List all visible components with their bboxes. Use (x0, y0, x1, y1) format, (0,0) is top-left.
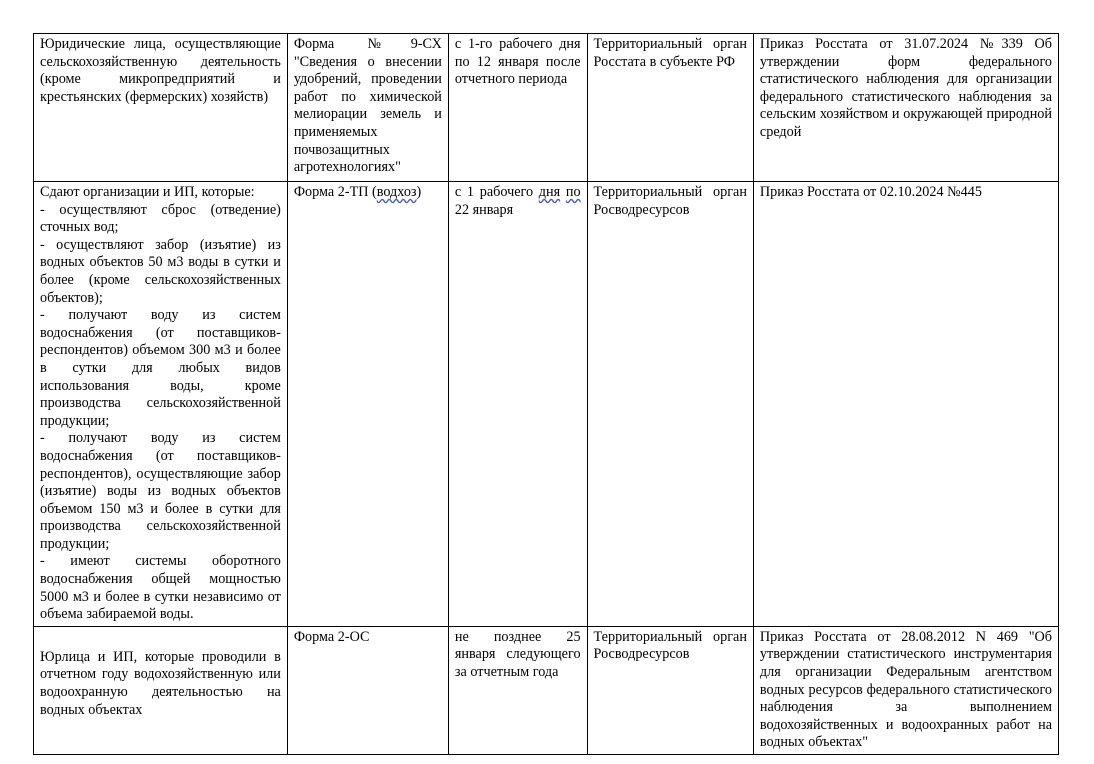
authority-cell: Территориальный орган Росстата в субъекте РФ (587, 34, 753, 182)
spellcheck-underlined-word: водхоз (376, 184, 417, 200)
respondents-cell: Юридические лица, осуществляющие сельскохозяйственную деятельность (кроме микропредприятий и крестьянских (фермерских) хозяйств) (34, 34, 288, 182)
spellcheck-underlined-word: по (565, 184, 581, 200)
spellcheck-underlined-word: дня (538, 184, 561, 200)
deadline-cell (448, 182, 587, 627)
form-cell (287, 182, 448, 627)
deadline-part: с 1 рабочего (454, 184, 539, 200)
table-row (34, 626, 1059, 754)
list-item: - получают воду из систем водоснабжения (от поставщиков-респондентов), осуществляющие забор (изъятие) воды из водных объектов объемом 150 м3 и более в сутки для производства сельскохозяйственной продукции; (40, 430, 281, 552)
respondents-intro: Сдают организации и ИП, которые: (40, 184, 255, 200)
form-prefix: Форма 2-ТП ( (293, 184, 377, 200)
form-suffix: ) (416, 184, 422, 200)
form-cell: Форма №9-СХ "Сведения о внесении удобрений, проведении работ по химической мелиорации земель и применяемых почвозащитных агротехнологиях" (287, 34, 448, 182)
table-row (34, 34, 1059, 182)
requirements-table (33, 33, 1059, 755)
list-item: - осуществляют забор (изъятие) из водных объектов 50 м3 воды в сутки и более (кроме сельскохозяйственных объектов); (40, 236, 281, 306)
authority-cell: Территориальный орган Росводресурсов (587, 626, 753, 754)
list-item: - имеют системы оборотного водоснабжения общей мощностью 5000 м3 и более в сутки независимо от объема забираемой воды. (40, 553, 281, 623)
deadline-cell: не позднее 25 января следующего за отчетным года (448, 626, 587, 754)
order-cell: Приказ Росстата от 28.08.2012 N 469 "Об утверждении статистического инструментария для организации Федеральным агентством водных ресурсов федерального статистического наблюдения за выполнением водохозяйственных и водоохранных работ на водных объектах" (753, 626, 1058, 754)
deadline-cell: с 1-го рабочего дня по 12 января после отчетного периода (448, 34, 587, 182)
order-cell: Приказ Росстата от 02.10.2024 №445 (753, 182, 1058, 627)
list-item: - получают воду из систем водоснабжения (от поставщиков-респондентов) объемом 300 м3 и более в сутки для любых видов использования воды, кроме производства сельскохозяйственной продукции; (40, 307, 281, 429)
deadline-part: 22 января (454, 201, 514, 218)
list-item: - осуществляют сброс (отведение) сточных вод; (40, 201, 281, 236)
respondents-cell: Юрлица и ИП, которые проводили в отчетном году водохозяйственную или водоохранную деятельностью на водных объектах (34, 626, 288, 754)
authority-cell: Территориальный орган Росводресурсов (587, 182, 753, 627)
table-row (34, 182, 1059, 627)
order-cell: Приказ Росстата от 31.07.2024 №339 Об утверждении форм федерального статистического наблюдения для организации федерального статистического наблюдения за сельским хозяйством и окружающей природной средой (753, 34, 1058, 182)
form-cell: Форма 2-ОС (287, 626, 448, 754)
respondents-cell (34, 182, 288, 627)
